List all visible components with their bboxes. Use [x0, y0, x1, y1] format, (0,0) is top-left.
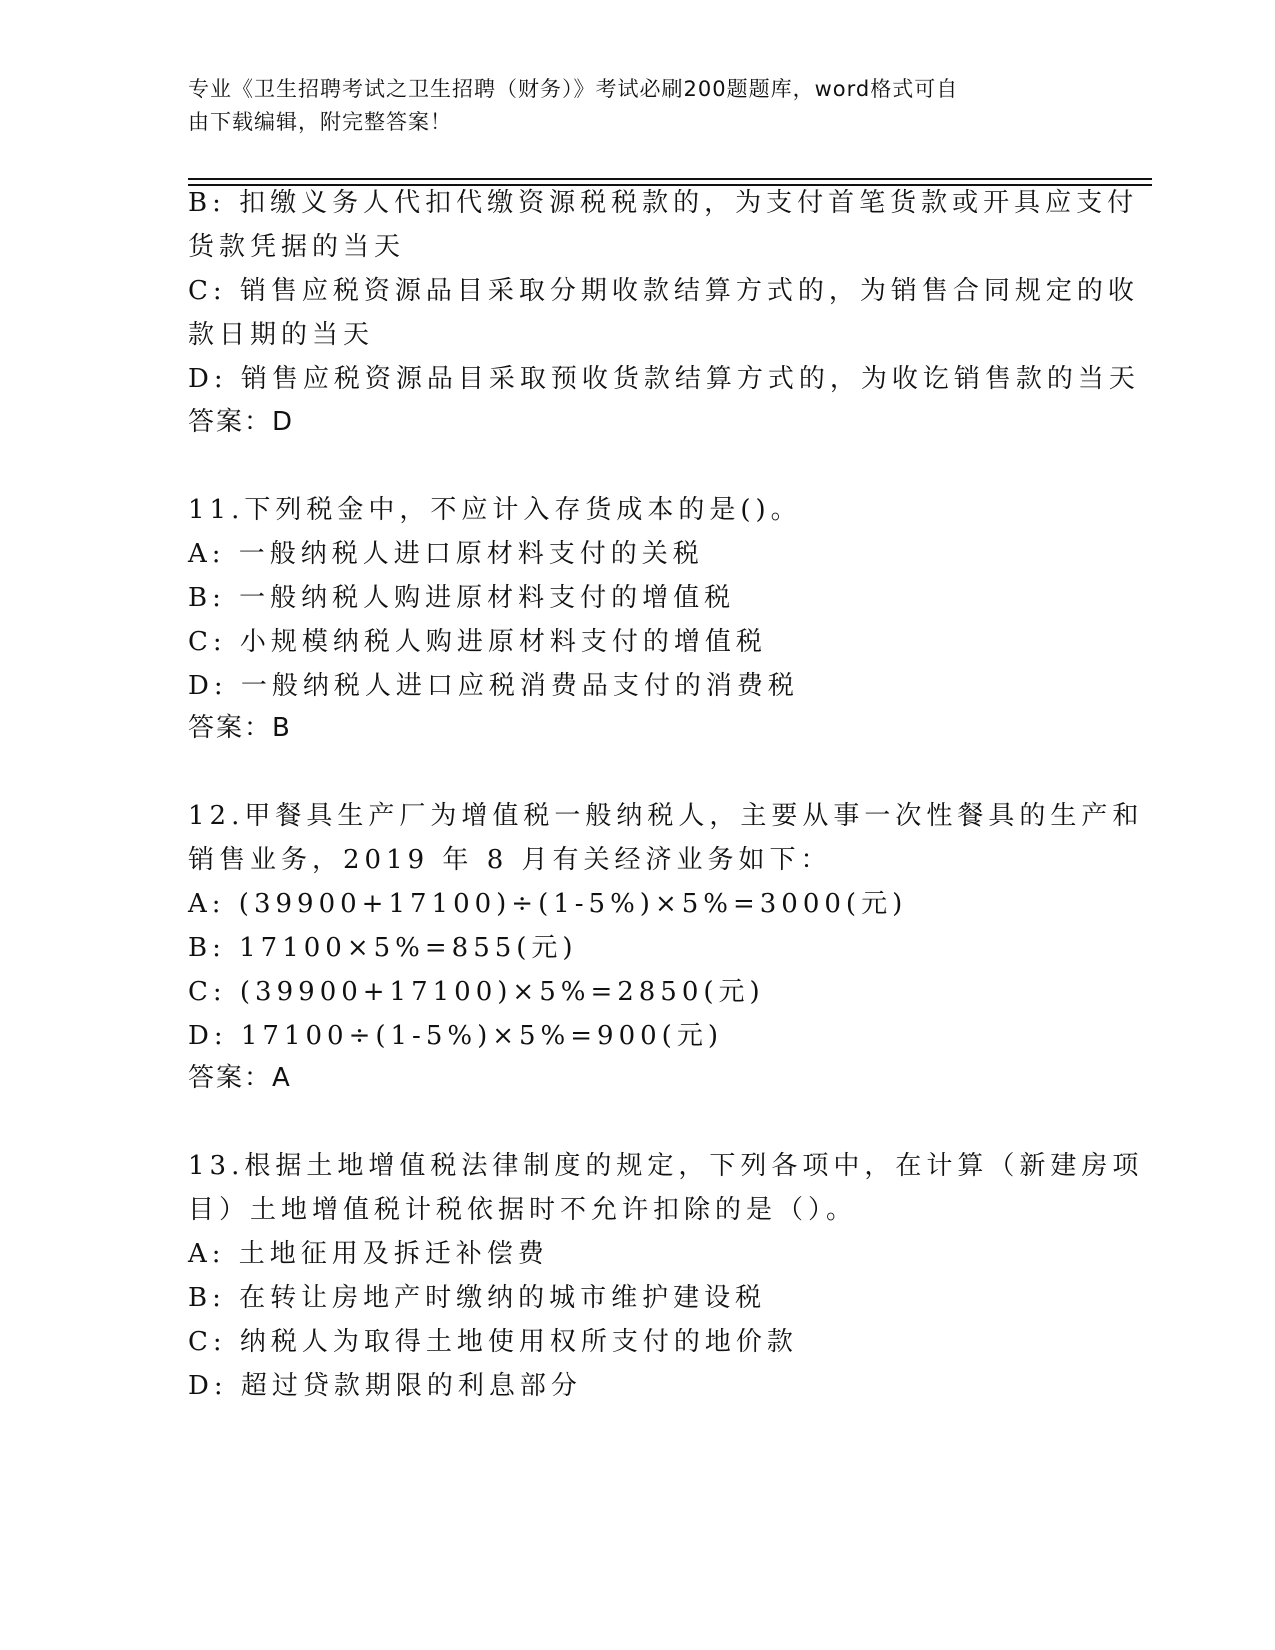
q13-stem-line-2: 目）土地增值税计税依据时不允许扣除的是（）。	[188, 1195, 858, 1225]
q10-option-b-line-1: B: 扣缴义务人代扣代缴资源税税款的，为支付首笔货款或开具应支付	[188, 188, 1139, 218]
q12-option-b: B: 17100×5%=855(元)	[188, 933, 578, 963]
q12-option-a: A: (39900+17100)÷(1-5%)×5%=3000(元)	[188, 889, 908, 919]
header-line-2: 由下载编辑，附完整答案！	[188, 110, 452, 134]
q11-answer: 答案：B	[188, 713, 292, 743]
q12-option-d: D: 17100÷(1-5%)×5%=900(元)	[188, 1021, 723, 1051]
q13-option-d: D: 超过贷款期限的利息部分	[188, 1371, 582, 1401]
q11-option-a: A: 一般纳税人进口原材料支付的关税	[188, 539, 704, 569]
q11-stem: 11.下列税金中，不应计入存货成本的是()。	[188, 495, 802, 525]
q13-option-c: C: 纳税人为取得土地使用权所支付的地价款	[188, 1327, 798, 1357]
q10-answer: 答案：D	[188, 407, 295, 437]
q10-option-c-line-1: C: 销售应税资源品目采取分期收款结算方式的，为销售合同规定的收	[188, 276, 1139, 306]
q10-option-b-line-2: 货款凭据的当天	[188, 232, 406, 262]
q12-answer: 答案：A	[188, 1063, 292, 1093]
q10-option-d: D: 销售应税资源品目采取预收货款结算方式的，为收讫销售款的当天	[188, 364, 1140, 394]
q12-stem-line-1: 12.甲餐具生产厂为增值税一般纳税人，主要从事一次性餐具的生产和	[188, 801, 1144, 831]
q12-option-c: C: (39900+17100)×5%=2850(元)	[188, 977, 765, 1007]
q13-option-a: A: 土地征用及拆迁补偿费	[188, 1239, 549, 1269]
q11-option-b: B: 一般纳税人购进原材料支付的增值税	[188, 583, 736, 613]
q11-option-c: C: 小规模纳税人购进原材料支付的增值税	[188, 627, 767, 657]
document-header	[188, 73, 1068, 139]
header-line-1: 专业《卫生招聘考试之卫生招聘（财务）》考试必刷200题题库，word格式可自	[188, 77, 959, 101]
q10-option-c-line-2: 款日期的当天	[188, 320, 375, 350]
q13-stem-line-1: 13.根据土地增值税法律制度的规定，下列各项中，在计算（新建房项	[188, 1151, 1144, 1181]
q11-option-d: D: 一般纳税人进口应税消费品支付的消费税	[188, 671, 799, 701]
q13-option-b: B: 在转让房地产时缴纳的城市维护建设税	[188, 1283, 767, 1313]
q12-stem-line-2: 销售业务，2019 年 8 月有关经济业务如下：	[188, 845, 832, 875]
